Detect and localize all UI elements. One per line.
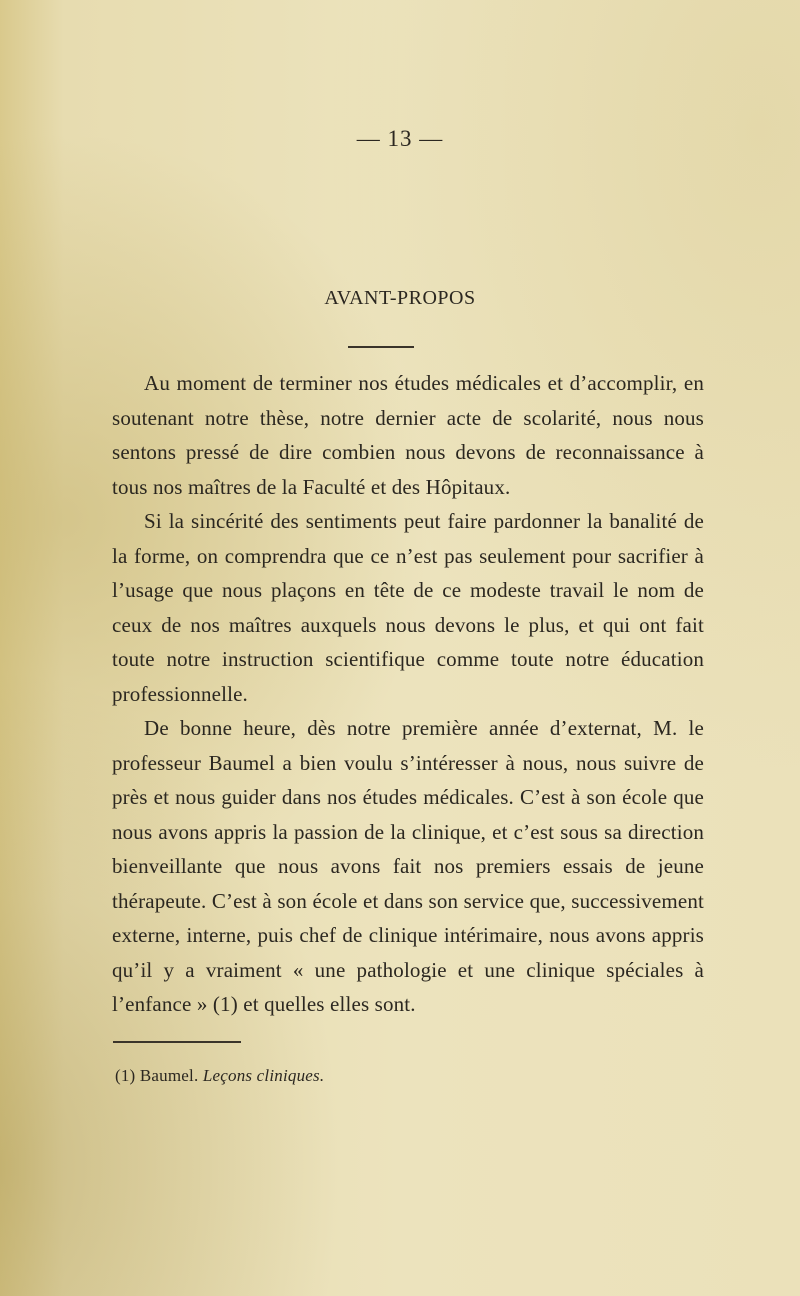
paragraph: Si la sincérité des sentiments peut faire pardonner la banalité de la forme, on comprendra que ce n’est pas seulement pour sacrifier à l’usage que nous plaçons en tête de ce modeste travail le nom de ceux de nos maîtres auxquels nous devons le plus, et qui ont fait toute notre instruction scientifique comme toute notre éducation professionnelle. xyxy=(112,509,704,706)
footnote-work-title: Leçons cliniques. xyxy=(202,1066,325,1085)
section-title: AVANT-PROPOS xyxy=(324,287,476,309)
footnote xyxy=(115,1066,324,1086)
footnote-divider xyxy=(113,1041,241,1043)
footnote-marker: (1) xyxy=(115,1066,136,1085)
footnote-author: Baumel. xyxy=(139,1066,199,1085)
paragraph: Au moment de terminer nos études médicales et d’accomplir, en soutenant notre thèse, notre dernier acte de scolarité, nous nous sentons pressé de dire combien nous devons de reconnaissance à tous nos maîtres de la Faculté et des Hôpitaux. xyxy=(112,371,704,499)
title-divider xyxy=(348,346,414,348)
page-number: — 13 — xyxy=(356,126,444,151)
body-text xyxy=(112,366,704,1022)
paragraph: De bonne heure, dès notre première année d’externat, M. le professeur Baumel a bien voulu s’intéresser à nous, nous suivre de près et nous guider dans nos études médicales. C’est à son école que nous avons appris la passion de la clinique, et c’est sous sa direction bienveillante que nous avons fait nos premiers essais de jeune thérapeute. C’est à son école et dans son service que, successivement externe, interne, puis chef de clinique intérimaire, nous avons appris qu’il y a vraiment « une pathologie et une clinique spéciales à l’enfance » (1) et quelles elles sont. xyxy=(112,716,704,1016)
